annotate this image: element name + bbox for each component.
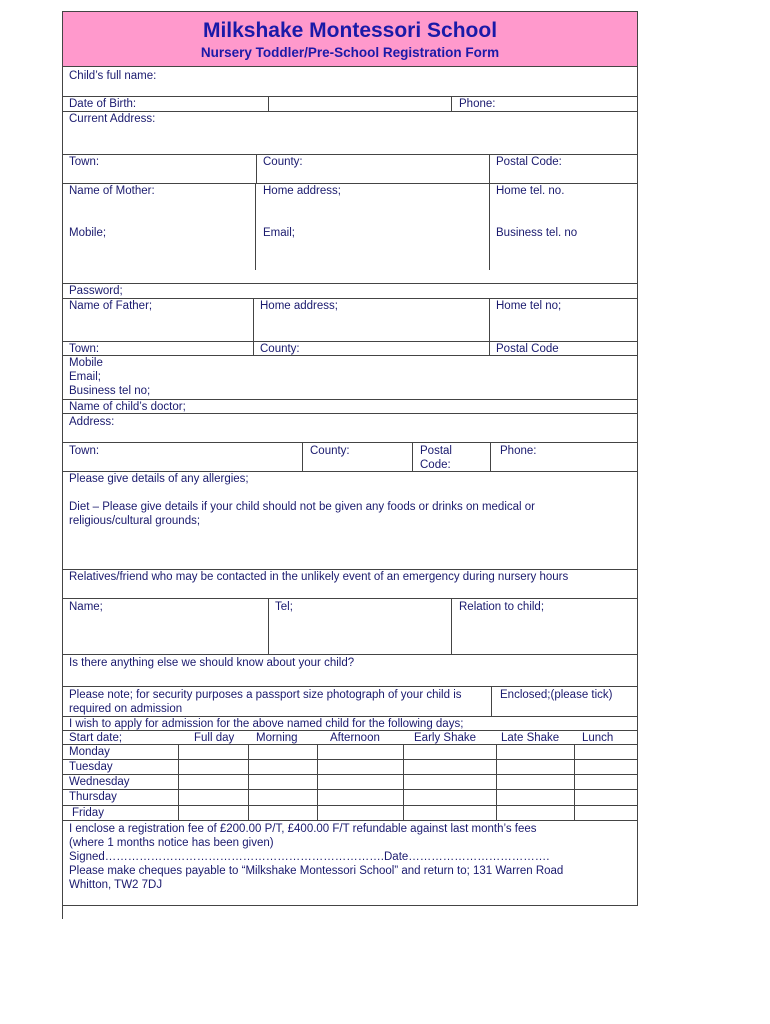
signed-line[interactable]: Signed……………………………………………………………….Date………………………………. — [69, 851, 550, 863]
dob-label: Date of Birth: — [69, 98, 137, 110]
cheques-text: Please make cheques payable to “Milkshake Montessori School” and return to; 131 Warren Road — [69, 865, 564, 877]
address-label: Current Address: — [69, 113, 156, 125]
form-subtitle: Nursery Toddler/Pre-School Registration Form — [200, 45, 500, 60]
divider — [62, 598, 638, 599]
emergency-intro: Relatives/friend who may be contacted in the unlikely event of an emergency during nursery hours — [69, 571, 569, 583]
password-label: Password; — [69, 285, 123, 297]
divider — [489, 298, 490, 356]
col-full-day: Full day — [194, 732, 235, 744]
phone-label: Phone: — [459, 98, 496, 110]
col-lunch: Lunch — [582, 732, 614, 744]
doctor-name-label: Name of child’s doctor; — [69, 401, 186, 413]
dob-field[interactable] — [268, 96, 452, 112]
day-wednesday: Wednesday — [69, 776, 130, 788]
day-tuesday: Tuesday — [69, 761, 113, 773]
right-border — [637, 67, 638, 905]
photo-note: Please note; for security purposes a passport size photograph of your child is required on admission — [69, 689, 462, 715]
form-header — [62, 11, 638, 67]
divider — [62, 355, 638, 356]
divider — [62, 686, 638, 687]
col-afternoon: Afternoon — [330, 732, 380, 744]
child-town-label: Town: — [69, 156, 100, 168]
divider — [317, 745, 318, 820]
father-business-tel-label: Business tel no; — [69, 385, 151, 397]
col-early-shake: Early Shake — [414, 732, 477, 744]
doctor-postal-label: Postal Code: — [420, 445, 452, 471]
divider — [62, 654, 638, 655]
divider — [62, 905, 638, 906]
father-county-label: County: — [260, 343, 300, 355]
mother-home-address-label: Home address; — [263, 185, 341, 197]
divider — [62, 820, 638, 821]
photo-enclosed-label[interactable]: Enclosed;(please tick) — [500, 689, 613, 701]
father-email-label: Email; — [69, 371, 101, 383]
divider — [62, 759, 638, 760]
col-morning: Morning — [256, 732, 298, 744]
divider — [491, 686, 492, 716]
divider — [62, 774, 638, 775]
diet-label: Diet – Please give details if your child should not be given any foods or drinks on medical or religious/cultural grounds; — [69, 501, 536, 527]
father-mobile-label: Mobile — [69, 357, 103, 369]
day-friday: Friday — [72, 807, 104, 819]
notice-text: (where 1 months notice has been given) — [69, 837, 274, 849]
mother-name-label: Name of Mother: — [69, 185, 155, 197]
mother-mobile-label: Mobile; — [69, 227, 107, 239]
allergies-label: Please give details of any allergies; — [69, 473, 249, 485]
divider — [302, 442, 303, 471]
divider — [62, 442, 638, 443]
divider — [489, 154, 490, 183]
divider — [253, 298, 254, 356]
divider — [412, 442, 413, 471]
start-date-label: Start date; — [69, 732, 123, 744]
divider — [496, 745, 497, 820]
fee-text: I enclose a registration fee of £200.00 P/T, £400.00 F/T refundable against last month’s fees — [69, 823, 537, 835]
child-postal-label: Postal Code: — [496, 156, 562, 168]
divider — [255, 183, 256, 270]
registration-form — [62, 11, 638, 919]
doctor-county-label: County: — [310, 445, 350, 457]
divider — [62, 789, 638, 790]
divider — [490, 442, 491, 471]
other-question: Is there anything else we should know about your child? — [69, 657, 355, 669]
divider — [489, 183, 490, 270]
divider — [403, 745, 404, 820]
mother-business-tel-label: Business tel. no — [496, 227, 578, 239]
doctor-phone-label: Phone: — [500, 445, 537, 457]
return-address: Whitton, TW2 7DJ — [69, 879, 163, 891]
mother-home-tel-label: Home tel. no. — [496, 185, 565, 197]
divider — [178, 745, 179, 820]
mother-email-label: Email; — [263, 227, 295, 239]
father-home-address-label: Home address; — [260, 300, 338, 312]
doctor-town-label: Town: — [69, 445, 100, 457]
divider — [62, 805, 638, 806]
father-home-tel-label: Home tel no; — [496, 300, 562, 312]
day-thursday: Thursday — [69, 791, 117, 803]
schedule-intro: I wish to apply for admission for the above named child for the following days; — [69, 718, 464, 730]
divider — [268, 598, 269, 654]
school-title: Milkshake Montessori School — [202, 19, 498, 42]
divider — [574, 745, 575, 820]
divider — [256, 154, 257, 183]
left-border — [62, 67, 63, 919]
child-name-label: Child’s full name: — [69, 70, 157, 82]
divider — [248, 745, 249, 820]
doctor-address-label: Address: — [69, 416, 115, 428]
father-town-label: Town: — [69, 343, 100, 355]
emergency-tel-label: Tel; — [275, 601, 293, 613]
emergency-name-label: Name; — [69, 601, 103, 613]
day-monday: Monday — [69, 746, 110, 758]
child-county-label: County: — [263, 156, 303, 168]
divider — [62, 283, 638, 284]
divider — [451, 598, 452, 654]
col-late-shake: Late Shake — [501, 732, 560, 744]
emergency-relation-label: Relation to child; — [459, 601, 545, 613]
father-postal-label: Postal Code — [496, 343, 559, 355]
divider — [62, 744, 638, 745]
father-name-label: Name of Father; — [69, 300, 153, 312]
divider — [62, 413, 638, 414]
